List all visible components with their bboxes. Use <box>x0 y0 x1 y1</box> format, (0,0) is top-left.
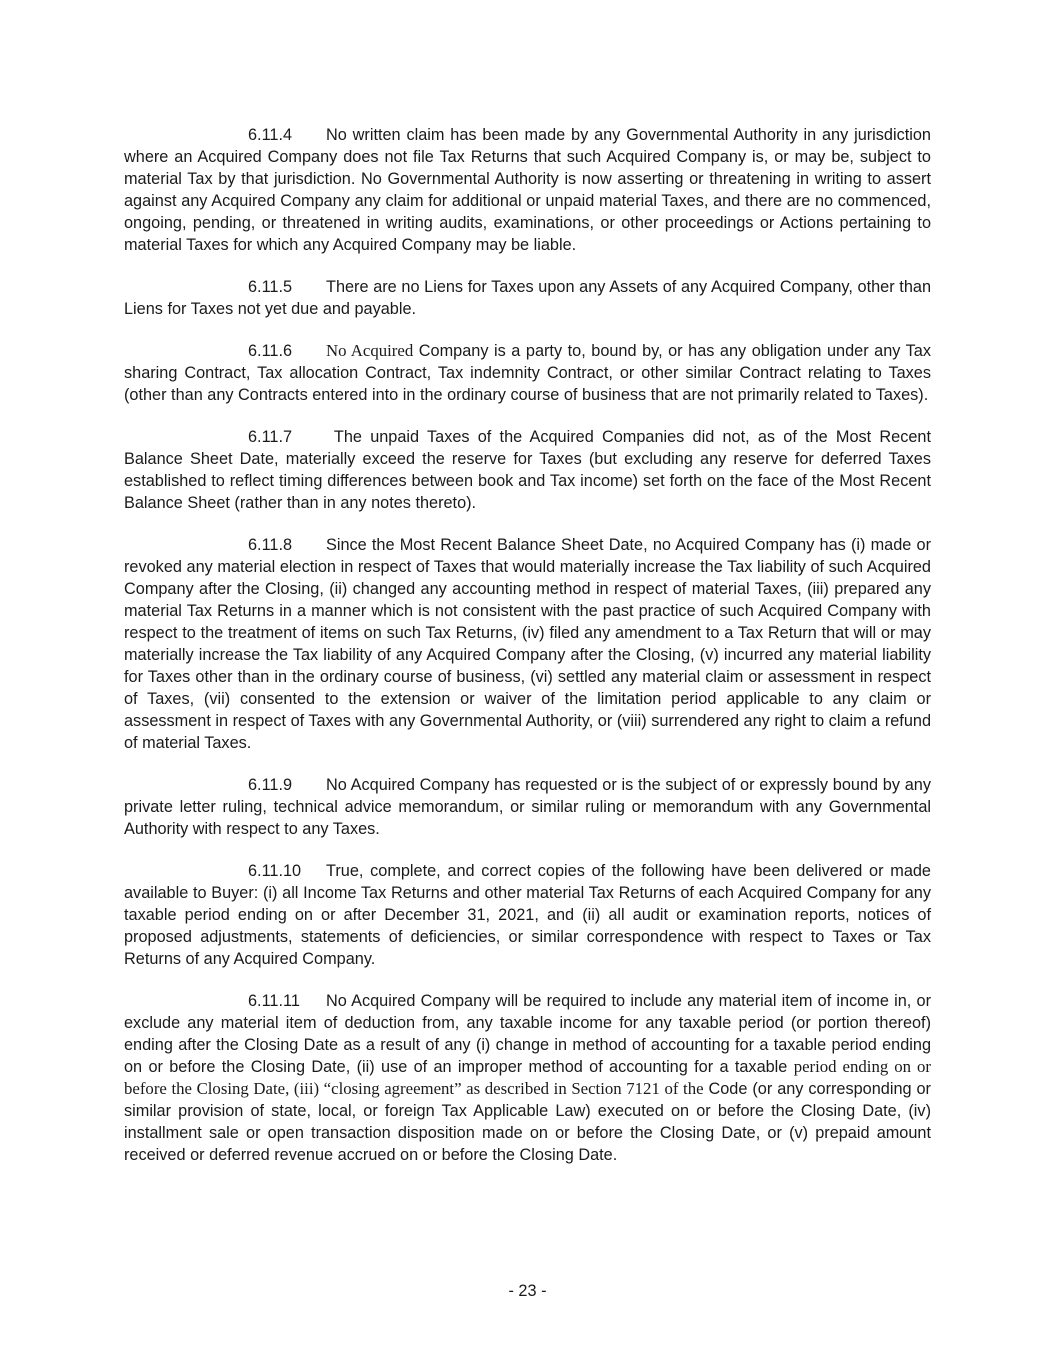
paragraph-6-11-7 <box>124 426 931 514</box>
section-number: 6.11.4 <box>248 126 293 144</box>
section-number: 6.11.8 <box>248 536 293 554</box>
section-number: 6.11.5 <box>248 278 293 296</box>
paragraph-text: Code (or any corresponding or similar provision of state, local, or foreign Tax Applicable Law) executed on or before the Closing Date, (iv) installment sale or open transaction disposition made on or before the Closing Date, or (v) prepaid amount received or deferred revenue accrued on or before the Closing Date. <box>124 1080 931 1164</box>
paragraph-text: No Acquired Company will be required to include any material item of income in, or exclude any material item of deduction from, any taxable income for any taxable period (or portion thereof) ending after the Closing Date as a result of any (i) change in method of accounting for a taxable period ending on or before the Closing Date, (ii) use of an improper method of accounting for a taxable <box>124 992 931 1076</box>
paragraph-text: Since the Most Recent Balance Sheet Date, no Acquired Company has (i) made or revoked any material election in respect of Taxes that would materially increase the Tax liability of such Acquired Company after the Closing, (ii) changed any accounting method in respect of material Taxes, (iii) prepared any material Tax Returns in a manner which is not consistent with the past practice of such Acquired Company with respect to the treatment of items on such Tax Returns, (iv) filed any amendment to a Tax Return that will or may materially increase the Tax liability of any Acquired Company after the Closing, (v) incurred any material liability for Taxes other than in the ordinary course of business, (vi) settled any material claim or assessment in respect of Taxes, (vii) consented to the extension or waiver of the limitation period applicable to any claim or assessment in respect of Taxes with any Governmental Authority, or (viii) surrendered any right to claim a refund of material Taxes. <box>124 536 931 752</box>
paragraph-6-11-5 <box>124 276 931 320</box>
section-number: 6.11.7 <box>248 428 293 446</box>
paragraph-6-11-8 <box>124 534 931 754</box>
paragraph-text: No Acquired Company has requested or is the subject of or expressly bound by any private letter ruling, technical advice memorandum, or similar ruling or memorandum with any Governmental Authority with respect to any Taxes. <box>124 776 931 838</box>
paragraph-6-11-6 <box>124 340 931 406</box>
paragraph-text-serif: No Acquired <box>326 341 414 360</box>
paragraph-6-11-11 <box>124 990 931 1166</box>
paragraph-6-11-9 <box>124 774 931 840</box>
section-number: 6.11.6 <box>248 342 293 360</box>
paragraph-text: True, complete, and correct copies of the following have been delivered or made available to Buyer: (i) all Income Tax Returns and other material Tax Returns of each Acquired Company for any taxable period ending on or after December 31, 2021, and (ii) all audit or examination reports, notices of proposed adjustments, statements of deficiencies, or similar correspondence with respect to Taxes or Tax Returns of any Acquired Company. <box>124 862 931 968</box>
document-body <box>124 124 931 1186</box>
section-number: 6.11.10 <box>248 862 302 880</box>
page-number: - 23 - <box>508 1282 547 1300</box>
paragraph-text: No written claim has been made by any Governmental Authority in any jurisdiction where an Acquired Company does not file Tax Returns that such Acquired Company is, or may be, subject to material Tax by that jurisdiction. No Governmental Authority is now asserting or threatening in writing to assert against any Acquired Company any claim for additional or unpaid material Taxes, and there are no commenced, ongoing, pending, or threatened in writing audits, examinations, or other proceedings or Actions pertaining to material Taxes for which any Acquired Company may be liable. <box>124 126 931 254</box>
paragraph-text: Company is a party to, bound by, or has any obligation under any Tax sharing Contract, Tax allocation Contract, Tax indemnity Contract, or other similar Contract relating to Taxes (other than any Contracts entered into in the ordinary course of business that are not primarily related to Taxes). <box>124 342 931 404</box>
paragraph-text: The unpaid Taxes of the Acquired Companies did not, as of the Most Recent Balance Sheet Date, materially exceed the reserve for Taxes (but excluding any reserve for deferred Taxes established to reflect timing differences between book and Tax income) set forth on the face of the Most Recent Balance Sheet (rather than in any notes thereto). <box>124 428 931 512</box>
section-number: 6.11.9 <box>248 776 293 794</box>
paragraph-text-serif: period ending on or before the Closing Date, (iii) “closing agreement” as described in Section 7121 of the <box>124 1057 932 1098</box>
paragraph-6-11-4 <box>124 124 931 256</box>
paragraph-6-11-10 <box>124 860 931 970</box>
paragraph-text: There are no Liens for Taxes upon any Assets of any Acquired Company, other than Liens for Taxes not yet due and payable. <box>124 278 931 318</box>
section-number: 6.11.11 <box>248 992 300 1010</box>
